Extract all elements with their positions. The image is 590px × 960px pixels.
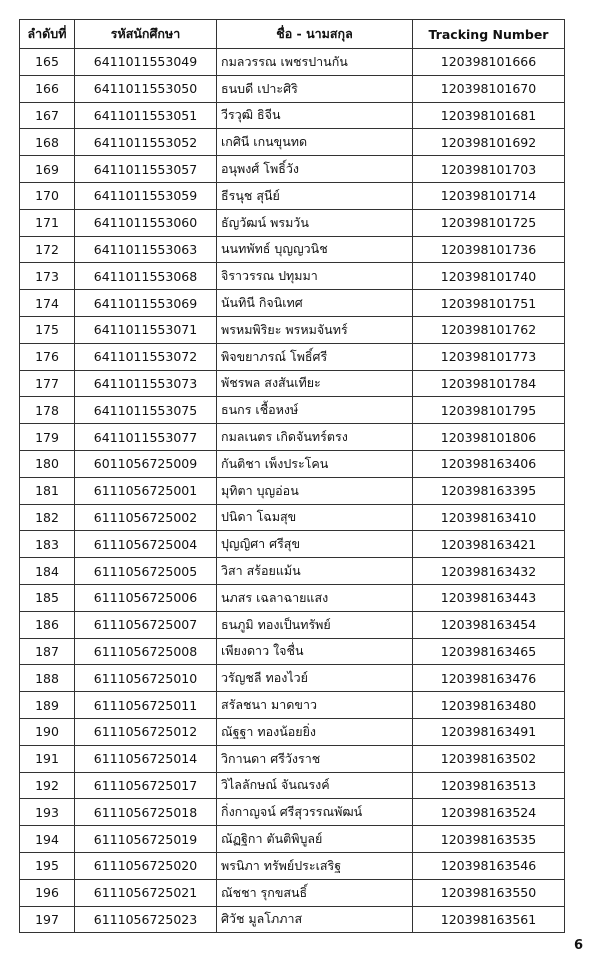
row-student-id: 6111056725018	[75, 799, 217, 826]
row-student-id: 6411011553051	[75, 102, 217, 129]
header-student-id: รหัสนักศึกษา	[75, 20, 217, 49]
table-row	[20, 906, 565, 933]
row-student-id: 6411011553057	[75, 156, 217, 183]
row-full-name: เกศินี เกนขุนทด	[217, 129, 413, 156]
header-row	[20, 20, 565, 49]
row-order: 169	[20, 156, 75, 183]
row-order: 190	[20, 718, 75, 745]
header-order: ลำดับที่	[20, 20, 75, 49]
row-student-id: 6111056725010	[75, 665, 217, 692]
row-student-id: 6411011553052	[75, 129, 217, 156]
row-full-name: สรัลชนา มาดขาว	[217, 692, 413, 719]
table-row	[20, 397, 565, 424]
row-student-id: 6111056725017	[75, 772, 217, 799]
row-order: 184	[20, 558, 75, 585]
row-tracking-number: 120398101773	[413, 343, 565, 370]
row-tracking-number: 120398101740	[413, 263, 565, 290]
row-full-name: อนุพงศ์ โพธิ์วัง	[217, 156, 413, 183]
row-full-name: วิไลลักษณ์ จันณรงค์	[217, 772, 413, 799]
table-row	[20, 879, 565, 906]
row-full-name: มุทิตา บุญอ่อน	[217, 477, 413, 504]
row-full-name: ปุญญิศา ศรีสุข	[217, 531, 413, 558]
row-full-name: กมลเนตร เกิดจันทร์ตรง	[217, 424, 413, 451]
row-student-id: 6411011553073	[75, 370, 217, 397]
row-full-name: ธนบดี เปาะศิริ	[217, 75, 413, 102]
row-tracking-number: 120398163513	[413, 772, 565, 799]
row-full-name: วิกานดา ศรีวังราช	[217, 745, 413, 772]
row-tracking-number: 120398163443	[413, 584, 565, 611]
row-tracking-number: 120398163480	[413, 692, 565, 719]
row-order: 195	[20, 852, 75, 879]
table-row	[20, 772, 565, 799]
row-full-name: ธนภูมิ ทองเป็นทรัพย์	[217, 611, 413, 638]
row-student-id: 6111056725007	[75, 611, 217, 638]
row-order: 179	[20, 424, 75, 451]
table-row	[20, 450, 565, 477]
row-student-id: 6111056725008	[75, 638, 217, 665]
row-tracking-number: 120398163502	[413, 745, 565, 772]
row-tracking-number: 120398101795	[413, 397, 565, 424]
row-full-name: นนทพัทธ์ บุญญวนิช	[217, 236, 413, 263]
table-row	[20, 826, 565, 853]
row-order: 192	[20, 772, 75, 799]
header-tracking-number: Tracking Number	[413, 20, 565, 49]
row-full-name: เพียงดาว ใจชื่น	[217, 638, 413, 665]
row-tracking-number: 120398101703	[413, 156, 565, 183]
row-full-name: วรัญชลี ทองไวย์	[217, 665, 413, 692]
row-order: 176	[20, 343, 75, 370]
row-tracking-number: 120398101784	[413, 370, 565, 397]
row-tracking-number: 120398101714	[413, 182, 565, 209]
row-tracking-number: 120398101806	[413, 424, 565, 451]
table-row	[20, 209, 565, 236]
row-full-name: นภสร เฉลาฉายแสง	[217, 584, 413, 611]
row-order: 187	[20, 638, 75, 665]
row-order: 180	[20, 450, 75, 477]
row-tracking-number: 120398101762	[413, 316, 565, 343]
row-order: 173	[20, 263, 75, 290]
row-order: 193	[20, 799, 75, 826]
row-student-id: 6411011553049	[75, 49, 217, 76]
table-row	[20, 370, 565, 397]
row-student-id: 6011056725009	[75, 450, 217, 477]
row-student-id: 6111056725012	[75, 718, 217, 745]
row-student-id: 6411011553072	[75, 343, 217, 370]
row-order: 183	[20, 531, 75, 558]
row-full-name: นันทินี กิจนิเทศ	[217, 290, 413, 317]
row-student-id: 6411011553068	[75, 263, 217, 290]
row-student-id: 6111056725021	[75, 879, 217, 906]
table-row	[20, 236, 565, 263]
row-order: 177	[20, 370, 75, 397]
row-student-id: 6411011553069	[75, 290, 217, 317]
row-tracking-number: 120398163395	[413, 477, 565, 504]
row-full-name: พิจขยาภรณ์ โพธิ์ศรี	[217, 343, 413, 370]
row-tracking-number: 120398101681	[413, 102, 565, 129]
row-tracking-number: 120398163454	[413, 611, 565, 638]
row-full-name: พรนิภา ทรัพย์ประเสริฐ	[217, 852, 413, 879]
row-full-name: วีรวุฒิ ธิจีน	[217, 102, 413, 129]
header-full-name: ชื่อ - นามสกุล	[217, 20, 413, 49]
table-row	[20, 504, 565, 531]
row-tracking-number: 120398163491	[413, 718, 565, 745]
row-student-id: 6411011553077	[75, 424, 217, 451]
row-full-name: ณัฐฐา ทองน้อยยิ่ง	[217, 718, 413, 745]
row-tracking-number: 120398163550	[413, 879, 565, 906]
row-tracking-number: 120398163406	[413, 450, 565, 477]
row-order: 189	[20, 692, 75, 719]
row-order: 196	[20, 879, 75, 906]
table-row	[20, 290, 565, 317]
table-row	[20, 584, 565, 611]
table-row	[20, 182, 565, 209]
page-number: 6	[573, 938, 583, 953]
row-full-name: กันติชา เพ็งประโคน	[217, 450, 413, 477]
row-student-id: 6111056725020	[75, 852, 217, 879]
table-row	[20, 718, 565, 745]
table-row	[20, 316, 565, 343]
row-order: 171	[20, 209, 75, 236]
row-order: 185	[20, 584, 75, 611]
table-header	[20, 20, 565, 49]
row-order: 167	[20, 102, 75, 129]
row-full-name: พัชรพล สงสันเทียะ	[217, 370, 413, 397]
row-full-name: ณัฏฐิกา ตันติพิบูลย์	[217, 826, 413, 853]
table-row	[20, 745, 565, 772]
row-order: 178	[20, 397, 75, 424]
row-order: 194	[20, 826, 75, 853]
row-student-id: 6111056725023	[75, 906, 217, 933]
row-student-id: 6411011553071	[75, 316, 217, 343]
table-row	[20, 129, 565, 156]
table-row	[20, 611, 565, 638]
table-row	[20, 558, 565, 585]
row-tracking-number: 120398163561	[413, 906, 565, 933]
row-student-id: 6411011553059	[75, 182, 217, 209]
table-row	[20, 638, 565, 665]
table-row	[20, 852, 565, 879]
row-full-name: ณัชชา รุกขสนธิ์	[217, 879, 413, 906]
row-tracking-number: 120398163476	[413, 665, 565, 692]
row-tracking-number: 120398101666	[413, 49, 565, 76]
table-row	[20, 692, 565, 719]
row-tracking-number: 120398163410	[413, 504, 565, 531]
row-order: 170	[20, 182, 75, 209]
row-student-id: 6411011553075	[75, 397, 217, 424]
row-full-name: กิ่งกาญจน์ ศรีสุวรรณพัฒน์	[217, 799, 413, 826]
row-order: 166	[20, 75, 75, 102]
row-order: 188	[20, 665, 75, 692]
row-order: 174	[20, 290, 75, 317]
row-student-id: 6111056725019	[75, 826, 217, 853]
row-full-name: ศิวัช มูลโภภาส	[217, 906, 413, 933]
row-tracking-number: 120398163524	[413, 799, 565, 826]
table-row	[20, 424, 565, 451]
row-tracking-number: 120398163546	[413, 852, 565, 879]
row-order: 165	[20, 49, 75, 76]
table-row	[20, 531, 565, 558]
row-full-name: ธีรนุช สุนีย์	[217, 182, 413, 209]
row-order: 181	[20, 477, 75, 504]
row-order: 186	[20, 611, 75, 638]
table-body	[20, 49, 565, 933]
row-tracking-number: 120398101670	[413, 75, 565, 102]
table-row	[20, 102, 565, 129]
row-order: 175	[20, 316, 75, 343]
row-student-id: 6111056725004	[75, 531, 217, 558]
row-tracking-number: 120398163465	[413, 638, 565, 665]
row-order: 197	[20, 906, 75, 933]
row-order: 172	[20, 236, 75, 263]
table-row	[20, 665, 565, 692]
table-row	[20, 343, 565, 370]
row-student-id: 6111056725014	[75, 745, 217, 772]
row-student-id: 6411011553063	[75, 236, 217, 263]
table-row	[20, 263, 565, 290]
row-student-id: 6111056725006	[75, 584, 217, 611]
row-tracking-number: 120398101692	[413, 129, 565, 156]
row-order: 182	[20, 504, 75, 531]
table-row	[20, 799, 565, 826]
row-full-name: กมลวรรณ เพชรปานกัน	[217, 49, 413, 76]
table-row	[20, 49, 565, 76]
row-full-name: ธัญวัฒน์ พรมวัน	[217, 209, 413, 236]
row-full-name: ปนิดา โฉมสุข	[217, 504, 413, 531]
student-tracking-table	[19, 19, 565, 933]
row-student-id: 6111056725005	[75, 558, 217, 585]
row-tracking-number: 120398163421	[413, 531, 565, 558]
row-student-id: 6111056725002	[75, 504, 217, 531]
table-row	[20, 75, 565, 102]
row-order: 168	[20, 129, 75, 156]
row-tracking-number: 120398163535	[413, 826, 565, 853]
row-tracking-number: 120398101725	[413, 209, 565, 236]
row-student-id: 6411011553060	[75, 209, 217, 236]
row-tracking-number: 120398163432	[413, 558, 565, 585]
row-order: 191	[20, 745, 75, 772]
row-full-name: พรหมพิริยะ พรหมจันทร์	[217, 316, 413, 343]
table-row	[20, 477, 565, 504]
row-student-id: 6111056725011	[75, 692, 217, 719]
row-full-name: จิราวรรณ ปทุมมา	[217, 263, 413, 290]
table-row	[20, 156, 565, 183]
row-student-id: 6111056725001	[75, 477, 217, 504]
row-student-id: 6411011553050	[75, 75, 217, 102]
row-tracking-number: 120398101736	[413, 236, 565, 263]
row-full-name: วิสา สร้อยแม้น	[217, 558, 413, 585]
row-tracking-number: 120398101751	[413, 290, 565, 317]
row-full-name: ธนกร เชื้อหงษ์	[217, 397, 413, 424]
